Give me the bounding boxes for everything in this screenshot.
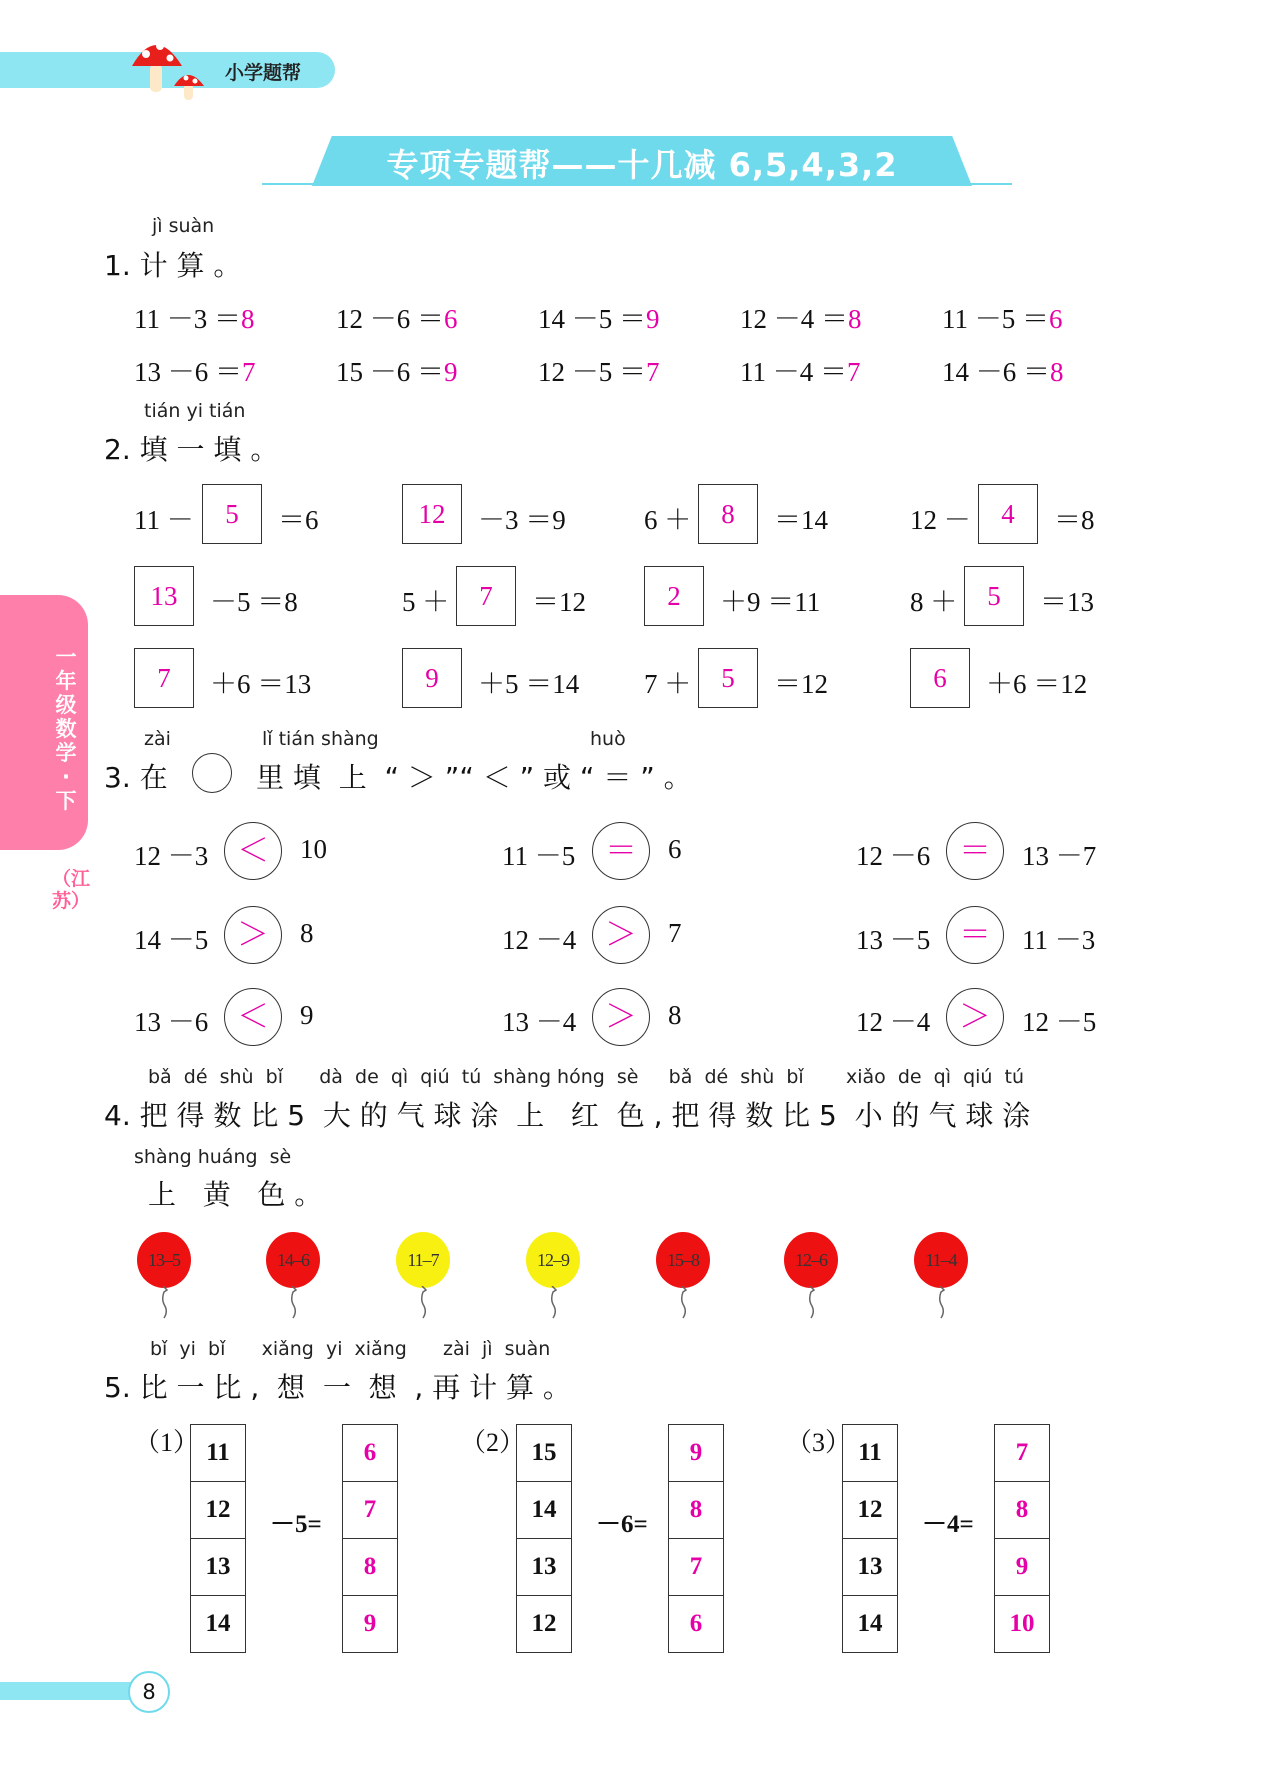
q3-left-expr: 12 －3 <box>134 841 209 871</box>
q2-answer-box: 6 <box>910 648 970 708</box>
q3-left-expr: 12 －4 <box>856 1007 931 1037</box>
balloon: 15–8 <box>656 1232 710 1288</box>
q1-expr: 11 －4 ＝ <box>740 357 847 387</box>
q5-left-cell: 14 <box>843 1596 898 1653</box>
q3-right-expr: 12 －5 <box>1022 1007 1097 1037</box>
q1-answer: 7 <box>847 357 861 387</box>
q3-label-start: 3. 在 <box>104 761 168 794</box>
q2-suffix: ＋9 ＝11 <box>720 587 821 617</box>
q1-equation <box>134 297 255 336</box>
balloon-string <box>155 1286 175 1320</box>
q3-right-expr: 8 <box>668 1000 682 1030</box>
q1-answer: 9 <box>444 357 458 387</box>
q3-pinyin-zai: zài <box>144 728 171 750</box>
q5-group-index: （1） <box>134 1428 200 1457</box>
q2-suffix: ＋6 ＝12 <box>986 669 1088 699</box>
page-title: 专项专题帮——十几减 6,5,4,3,2 <box>386 146 898 184</box>
q5-left-cell: 11 <box>843 1425 898 1482</box>
q1-expr: 12 －4 ＝ <box>740 304 848 334</box>
q3-answer-circle: ＜ <box>224 822 282 880</box>
q5-left-cell: 13 <box>191 1539 246 1596</box>
q3-right-expr: 11 －3 <box>1022 925 1096 955</box>
q2-answer-box: 7 <box>134 648 194 708</box>
q2-prefix: 5 ＋ <box>402 587 450 617</box>
q2-suffix: ＋6 ＝13 <box>210 669 312 699</box>
q2-answer-box: 9 <box>402 648 462 708</box>
q5-answer-cell: 6 <box>669 1596 724 1653</box>
q2-suffix: ＝12 <box>532 587 586 617</box>
q5-answer-cell: 10 <box>995 1596 1050 1653</box>
q5-left-cell: 15 <box>517 1425 572 1482</box>
q2-label: 2. 填 一 填 。 <box>104 433 279 466</box>
q2-suffix: －5 ＝8 <box>210 587 298 617</box>
q4-pinyin-line2: shàng huáng sè <box>134 1146 292 1168</box>
q2-answer-box: 13 <box>134 566 194 626</box>
q5-left-column <box>190 1424 246 1653</box>
q1-equation <box>538 297 660 336</box>
q5-label: 5. 比 一 比 , 想 一 想 , 再 计 算 。 <box>104 1371 571 1404</box>
q5-answer-cell: 7 <box>343 1482 398 1539</box>
q1-pinyin: jì suàn <box>152 215 215 237</box>
q2-pinyin: tián yi tián <box>144 400 246 422</box>
q3-left-expr: 14 －5 <box>134 925 209 955</box>
q5-operation: －6= <box>596 1511 648 1538</box>
q2-answer-box: 5 <box>964 566 1024 626</box>
q5-answer-cell: 8 <box>669 1482 724 1539</box>
q1-equation <box>336 350 458 389</box>
q1-answer: 7 <box>242 357 256 387</box>
q2-suffix: ＝14 <box>774 505 828 535</box>
q3-answer-circle: ＞ <box>946 988 1004 1046</box>
q2-answer-box: 8 <box>698 484 758 544</box>
q3-left-expr: 13 －5 <box>856 925 931 955</box>
q5-pinyin: bǐ yi bǐ xiǎng yi xiǎng zài jì suàn <box>150 1338 551 1360</box>
q1-expr: 12 －5 ＝ <box>538 357 646 387</box>
q3-pinyin-litian: lǐ tián shàng <box>262 728 379 750</box>
balloon: 11–7 <box>396 1232 450 1288</box>
side-tab-edition: （江苏） <box>52 868 91 912</box>
q2-prefix: 8 ＋ <box>910 587 958 617</box>
q5-answer-cell: 8 <box>343 1539 398 1596</box>
q2-answer-box: 2 <box>644 566 704 626</box>
q5-answer-cell: 7 <box>995 1425 1050 1482</box>
q1-expr: 12 －6 ＝ <box>336 304 444 334</box>
q5-answer-cell: 9 <box>669 1425 724 1482</box>
q1-expr: 15 －6 ＝ <box>336 357 444 387</box>
q2-answer-box: 5 <box>698 648 758 708</box>
q1-expr: 14 －5 ＝ <box>538 304 646 334</box>
q1-equation <box>740 350 861 389</box>
q1-answer: 6 <box>444 304 458 334</box>
q5-operation: －5= <box>270 1511 322 1538</box>
balloon-string <box>544 1286 564 1320</box>
q3-answer-circle: ＞ <box>592 906 650 964</box>
q1-answer: 8 <box>241 304 255 334</box>
side-tab-label: 一年级数学·下 <box>55 645 77 813</box>
q3-answer-circle: ＝ <box>592 822 650 880</box>
q5-left-cell: 12 <box>843 1482 898 1539</box>
balloon: 13–5 <box>137 1232 191 1288</box>
q3-answer-circle: ＜ <box>224 988 282 1046</box>
q3-left-expr: 12 －6 <box>856 841 931 871</box>
balloon: 12–6 <box>784 1232 838 1288</box>
q5-answer-cell: 6 <box>343 1425 398 1482</box>
q2-answer-box: 5 <box>202 484 262 544</box>
q3-answer-circle: ＝ <box>946 906 1004 964</box>
mushroom-icon <box>128 32 208 102</box>
page-number: 8 <box>128 1671 170 1713</box>
q3-right-expr: 13 －7 <box>1022 841 1097 871</box>
q5-left-cell: 13 <box>517 1539 572 1596</box>
balloon-string <box>932 1286 952 1320</box>
q5-left-cell: 11 <box>191 1425 246 1482</box>
q5-left-cell: 14 <box>191 1596 246 1653</box>
q5-left-column <box>516 1424 572 1653</box>
q4-text-line1: 4. 把 得 数 比 5 大 的 气 球 涂 上 红 色 , 把 得 数 比 5 小 的 气 球 涂 <box>104 1099 1031 1132</box>
q3-left-expr: 11 －5 <box>502 841 576 871</box>
q5-answer-cell: 7 <box>669 1539 724 1596</box>
q5-group-index: （3） <box>786 1428 852 1457</box>
q3-right-expr: 10 <box>300 834 327 864</box>
balloon-string <box>802 1286 822 1320</box>
q5-answer-cell: 8 <box>995 1482 1050 1539</box>
q3-answer-circle: ＞ <box>592 988 650 1046</box>
q1-equation <box>538 350 660 389</box>
balloon: 11–4 <box>914 1232 968 1288</box>
q3-left-expr: 13 －4 <box>502 1007 577 1037</box>
q2-prefix: 11 － <box>134 505 194 535</box>
q1-answer: 8 <box>1050 357 1064 387</box>
q3-answer-circle: ＝ <box>946 822 1004 880</box>
q4-text-line2: 上 黄 色 。 <box>148 1178 323 1211</box>
q5-left-column <box>842 1424 898 1653</box>
q5-right-column <box>668 1424 724 1653</box>
q4-pinyin-line1: bǎ dé shù bǐ dà de qì qiú tú shàng hóng sè bǎ dé shù bǐ xiǎo de qì qiú tú <box>148 1066 1025 1088</box>
q1-expr: 13 －6 ＝ <box>134 357 242 387</box>
q5-group-index: （2） <box>460 1428 526 1457</box>
q1-answer: 8 <box>848 304 862 334</box>
q5-right-column <box>994 1424 1050 1653</box>
q1-equation <box>336 297 458 336</box>
q1-expr: 11 －3 ＝ <box>134 304 241 334</box>
balloon-string <box>284 1286 304 1320</box>
brand-label: 小学题帮 <box>225 62 302 84</box>
q2-prefix: 7 ＋ <box>644 669 692 699</box>
q5-answer-cell: 9 <box>995 1539 1050 1596</box>
q3-left-expr: 13 －6 <box>134 1007 209 1037</box>
q5-answer-cell: 9 <box>343 1596 398 1653</box>
q2-prefix: 12 － <box>910 505 971 535</box>
q2-suffix: ＝13 <box>1040 587 1094 617</box>
q5-left-cell: 14 <box>517 1482 572 1539</box>
q3-right-expr: 7 <box>668 918 682 948</box>
q5-right-column <box>342 1424 398 1653</box>
q2-suffix: －3 ＝9 <box>478 505 566 535</box>
q3-left-expr: 12 －4 <box>502 925 577 955</box>
q5-operation: －4= <box>922 1511 974 1538</box>
balloon: 12–9 <box>526 1232 580 1288</box>
q3-right-expr: 9 <box>300 1000 314 1030</box>
balloon-string <box>674 1286 694 1320</box>
q1-answer: 7 <box>646 357 660 387</box>
q1-equation <box>740 297 862 336</box>
q1-equation <box>134 350 256 389</box>
q3-circle-icon <box>192 753 232 793</box>
q2-answer-box: 4 <box>978 484 1038 544</box>
q3-answer-circle: ＞ <box>224 906 282 964</box>
q1-equation <box>942 350 1064 389</box>
q1-answer: 9 <box>646 304 660 334</box>
q5-left-cell: 12 <box>517 1596 572 1653</box>
q1-equation <box>942 297 1063 336</box>
q2-suffix: ＝6 <box>278 505 319 535</box>
q2-answer-box: 7 <box>456 566 516 626</box>
q1-expr: 14 －6 ＝ <box>942 357 1050 387</box>
q3-right-expr: 8 <box>300 918 314 948</box>
q2-answer-box: 12 <box>402 484 462 544</box>
q2-suffix: ＝8 <box>1054 505 1095 535</box>
q5-left-cell: 13 <box>843 1539 898 1596</box>
balloon-string <box>414 1286 434 1320</box>
q2-suffix: ＝12 <box>774 669 828 699</box>
q1-label: 1. 计 算 。 <box>104 249 242 282</box>
q5-left-cell: 12 <box>191 1482 246 1539</box>
balloon: 14–6 <box>266 1232 320 1288</box>
q1-expr: 11 －5 ＝ <box>942 304 1049 334</box>
q3-right-expr: 6 <box>668 834 682 864</box>
q1-answer: 6 <box>1049 304 1063 334</box>
q2-suffix: ＋5 ＝14 <box>478 669 580 699</box>
q3-pinyin-huo: huò <box>590 728 626 750</box>
q2-prefix: 6 ＋ <box>644 505 692 535</box>
q3-label-end: 里 填 上 “ ＞ ”“ ＜ ” 或 “ ＝ ” 。 <box>256 761 692 794</box>
